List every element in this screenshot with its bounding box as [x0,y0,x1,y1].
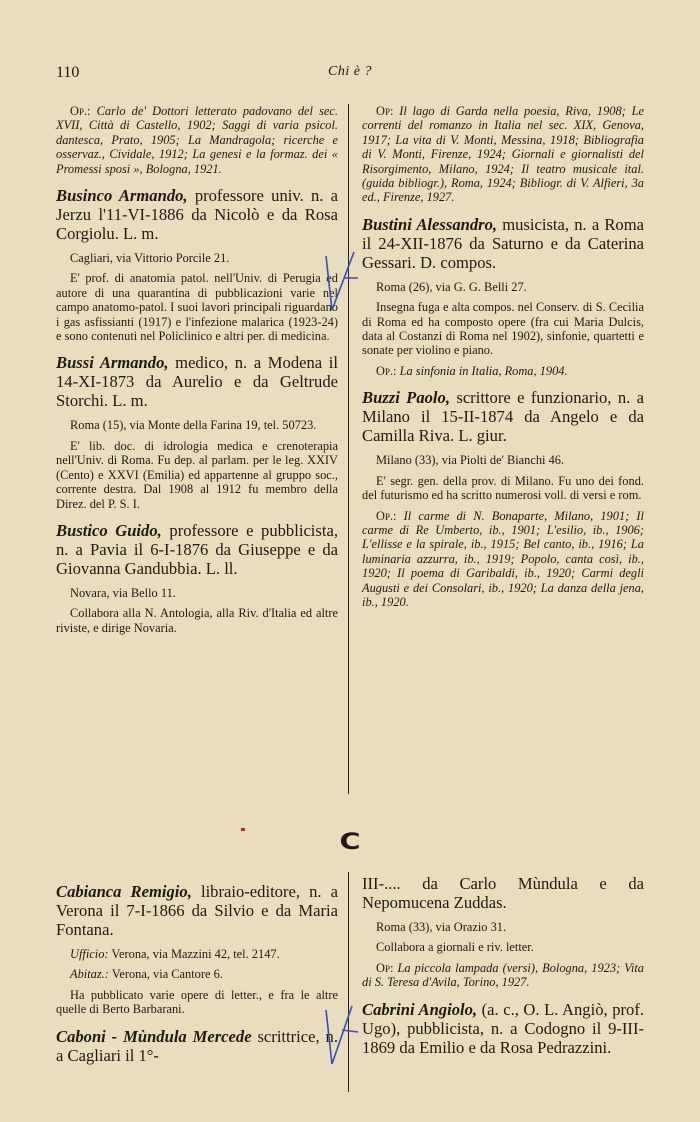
entry-heading: Bustini Alessandro, musicista, n. a Roma il 24-XII-1876 da Saturno e da Caterina Gessari. D. compos. [362,214,644,272]
entry-works: Op.: La sinfonia in Italia, Roma, 1904. [376,363,568,378]
entry-heading: Businco Armando, professore univ. n. a Jerzu l'11-VI-1886 da Nicolò e da Rosa Corgiolu. L. m. [56,186,338,244]
right-column-bottom [362,872,644,1065]
entry-home: Abitaz.: Verona, via Cantore 6. [70,967,223,982]
entry-works: Op: La piccola lampada (versi), Bologna, 1923; Vita di S. Teresa d'Avila, Torino, 1927. [362,960,644,990]
left-column-top [56,104,338,641]
column-divider-top [348,104,349,794]
right-column-top [362,104,644,615]
entry-office: Ufficio: Verona, via Mazzini 42, tel. 2147. [70,947,280,961]
section-letter: C [339,830,361,855]
entry-heading: Cabrini Angiolo, (a. c., O. L. Angiò, prof. Ugo), pubblicista, n. a Codogno il 9-III-1869 da Emilio e da Rosa Pedrazzini. [362,999,644,1057]
entry-heading: Cabianca Remigio, libraio-editore, n. a Verona il 7-I-1866 da Silvio e da Maria Fontana. [56,882,338,939]
entry-works: Op.: Il carme di N. Bonaparte, Milano, 1901; Il carme di Re Umberto, ib., 1901; L'esilio, ib., 1906; L'ellisse e la spirale, ib., 1915; Bel canto, ib., 1916; La luminaria azzurra, ib., 1919; Popolo, canta così, ib., 1920; Il poema di Garibaldi, ib., 1920; Carmi degli Augusti e dei Consolari, ib., 1920; La danza della jena, ib., 1920. [362,508,644,609]
entry-address: Milano (33), via Piolti de' Bianchi 46. [376,453,565,468]
left-column-bottom [56,872,338,1073]
entry-text: E' lib. doc. di idrologia medica e crenoterapia nell'Univ. di Roma. Fu dep. al parlam. per le leg. XXIV (Cento) e XXVI (Emilia) ed appartenne al gruppo soc., corrente destra. Dal 1908 al 1912 fu membro della Direz. del P. S. I. [56,438,338,511]
entry-works: Op: Il lago di Garda nella poesia, Riva, 1908; Le correnti del romanzo in Italia nel sec. XIX, Genova, 1917; La vita di V. Monti, Messina, 1918; Bibliografia di V. Monti, Firenze, 1924; Giornali e giornalisti del Risorgimento, Milano, 1924; Il teatro musicale ital. (guida bibliogr.), Roma, 1924; Bibliogr. di V. Alfieri, 3a ed., Firenze, 1927. [362,104,644,205]
entry-works: Op.: Carlo de' Dottori letterato padovano del sec. XVII, Città di Castello, 1902; Saggi di varia psicol. dantesca, Prato, 1905; La Mandragola; ricerche e osservaz., Cividale, 1912; La genesi e la formaz. dei « Promessi sposi », Bologna, 1921. [56,104,338,176]
entry-address: Roma (33), via Orazio 31. [376,920,507,934]
entry-address: Roma (15), via Monte della Farina 19, tel. 50723. [70,418,317,433]
entry-heading-continued: III-.... da Carlo Mùndula e da Nepomucena Zuddas. [362,874,644,912]
entry-heading: Caboni - Mùndula Mercede scrittrice, n. a Cagliari il 1°- [56,1026,338,1065]
entry-text: Collabora a giornali e riv. letter. [376,940,534,955]
entry-heading: Buzzi Paolo, scrittore e funzionario, n. a Milano il 15-II-1874 da Angelo e da Camilla Riva. L. giur. [362,388,644,446]
entry-text: E' prof. di anatomia patol. nell'Univ. di Perugia ed autore di una quarantina di pubblicazioni varie nel campo anatomo-patol. I suoi lavori principali riguardano i gas asfissianti (1917) e l'infezione malarica (1923-24) e sono contenuti nel Policlinico e altri per. di medicina. [56,271,338,344]
entry-text: Collabora alla N. Antologia, alla Riv. d'Italia ed altre riviste, e dirige Novaria. [56,606,338,635]
entry-text: E' segr. gen. della prov. di Milano. Fu uno dei fond. del futurismo ed ha scritto numerosi voll. di versi e rom. [362,473,644,503]
page-number: 110 [56,64,80,81]
entry-address: Roma (26), via G. G. Belli 27. [376,279,527,294]
running-title: Chi è ? [328,64,372,79]
entry-heading: Bussi Armando, medico, n. a Modena il 14-XI-1873 da Aurelio e da Geltrude Storchi. L. m. [56,353,339,411]
entry-address: Novara, via Bello 11. [70,585,176,600]
entry-text: Insegna fuga e alta compos. nel Conserv. di S. Cecilia di Roma ed ha composto opere (fra cui Maria Dulcis, data al Costanzi di Roma nel 1902), sinfonie, quartetti e sonate per violino e piano. [362,300,644,358]
entry-address: Cagliari, via Vittorio Porcile 21. [70,251,230,266]
pencil-mark-icon [322,248,362,318]
entry-text: Ha pubblicato varie opere di letter., e fra le altre quelle di Berto Barbarani. [56,987,338,1017]
page-header [56,64,644,88]
pencil-mark-icon [322,1000,362,1070]
entry-heading: Bustico Guido, professore e pubblicista, n. a Pavia il 6-I-1876 da Giuseppe e da Giovanna Gandubbia. L. ll. [56,520,338,578]
